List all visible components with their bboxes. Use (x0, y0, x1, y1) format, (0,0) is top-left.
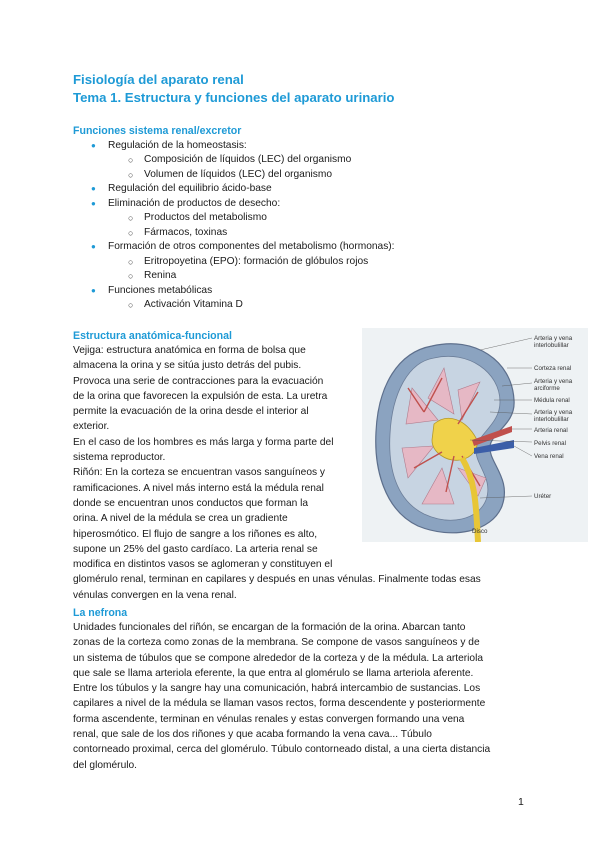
document-title: Fisiología del aparato renal (73, 72, 244, 87)
text-line: zonas de la corteza como zonas de la membrana. Se compone de vasos sanguíneos y de (73, 637, 480, 649)
label-arteria-vena-interlobulillar: Arteria y vena (534, 335, 573, 342)
text-line: Provoca una serie de contracciones para la evacuación (73, 375, 324, 387)
text-line: donde se encuentran unos conductos que forman la (73, 497, 309, 509)
list-item: Eliminación de productos de desecho: (108, 198, 281, 209)
kidney-illustration (362, 328, 588, 542)
text-line: vénulas convergen en la vena renal. (73, 589, 237, 601)
label-arteria-renal: Arteria renal (534, 427, 568, 434)
circle-bullet-icon: ○ (128, 257, 134, 267)
text-line: exterior. (73, 421, 110, 433)
text-line: de la orina que favorecen la expulsión de esta. La uretra (73, 390, 328, 402)
circle-bullet-icon: ○ (128, 300, 134, 310)
list-item: Activación Vitamina D (144, 299, 243, 310)
text-line: permite la evacuación de la orina desde el interior al (73, 406, 309, 418)
label-interlobulillar: interlobulillar (534, 342, 569, 349)
label-interlobulillar-2: interlobulillar (534, 416, 569, 423)
bullet-icon: ● (91, 141, 96, 150)
text-line: Unidades funcionales del riñón, se encargan de la formación de la orina. Abarcan tanto (73, 622, 466, 633)
text-line: Vejiga: estructura anatómica en forma de bolsa que (73, 345, 306, 356)
list-item: Regulación del equilibrio ácido-base (108, 183, 272, 194)
text-line: supone un 25% del gasto cardíaco. La arteria renal se (73, 543, 318, 555)
text-line: glomérulo renal, terminan en capilares y después en unas vénulas. Finalmente todas esas (73, 574, 481, 586)
text-line: renal, que sale de los dos riñones y que acaba formando la vena cava... Túbulo (73, 729, 432, 741)
text-line: ramificaciones. A nivel más interno está la médula renal (73, 482, 324, 494)
bullet-icon: ● (91, 184, 96, 193)
label-pelvis-renal: Pelvis renal (534, 440, 566, 447)
page-number: 1 (518, 796, 524, 808)
text-line: Entre los túbulos y la sangre hay una comunicación, habrá intercambio de sustancias. Los (73, 683, 481, 695)
text-line: modifica en distintos vasos se aglomeran y constituyen el (73, 559, 333, 571)
label-arciforme: arciforme (534, 385, 560, 392)
list-item: Renina (144, 270, 177, 281)
text-line: sistema reproductor. (73, 452, 166, 464)
list-item: Fármacos, toxinas (144, 227, 228, 238)
text-line: del glomérulo. (73, 759, 137, 771)
list-item: Eritropoyetina (EPO): formación de glóbulos rojos (144, 256, 369, 267)
list-item: Composición de líquidos (LEC) del organismo (144, 154, 352, 165)
circle-bullet-icon: ○ (128, 271, 134, 281)
text-line: Riñón: En la corteza se encuentran vasos sanguíneos y (73, 467, 326, 479)
text-line: hiperosmótico. El flujo de sangre a los riñones es alto, (73, 528, 318, 540)
label-arteria-vena-2: Arteria y vena (534, 409, 573, 416)
bullet-icon: ● (91, 286, 96, 295)
list-item: Formación de otros componentes del metabolismo (hormonas): (108, 241, 395, 252)
label-medula-renal: Médula renal (534, 397, 570, 404)
text-line: capilares a nivel de la médula se llaman vasos rectos, forma descendente y posteriormente (73, 698, 486, 710)
label-ureter: Uréter (534, 493, 552, 500)
text-line: un sistema de túbulos que se compone alrededor de la corteza y de la médula. La arteriola (73, 652, 484, 664)
label-disco: Disco (472, 528, 488, 535)
circle-bullet-icon: ○ (128, 213, 134, 223)
bullet-icon: ● (91, 199, 96, 208)
text-line: forma ascendente, terminan en vénulas renales y estas convergen formando una vena (73, 713, 465, 725)
text-line: contorneado proximal, cerca del glomérulo. Túbulo contorneado distal, a una cierta distancia (73, 744, 491, 756)
label-arteria-vena: Arteria y vena (534, 378, 573, 385)
text-line: En el caso de los hombres es más larga y forma parte del (73, 436, 334, 448)
circle-bullet-icon: ○ (128, 228, 134, 238)
bullet-icon: ● (91, 242, 96, 251)
section-heading-nefrona: La nefrona (73, 607, 128, 619)
list-item: Funciones metabólicas (108, 285, 213, 296)
text-line: almacena la orina y se sitúa justo detrás del pubis. (73, 360, 302, 372)
list-item: Productos del metabolismo (144, 212, 267, 223)
list-item: Regulación de la homeostasis: (108, 140, 247, 151)
list-item: Volumen de líquidos (LEC) del organismo (144, 169, 333, 180)
circle-bullet-icon: ○ (128, 155, 134, 165)
label-vena-renal: Vena renal (534, 453, 564, 460)
text-line: orina. A nivel de la médula se crea un gradiente (73, 513, 288, 525)
paragraph-nefrona (73, 620, 490, 773)
section-heading-funciones: Funciones sistema renal/excretor (73, 125, 242, 137)
text-line: que sale se llama arteriola eferente, la que entra al glomérulo se llama arteriola aferente. (73, 667, 474, 679)
document-subtitle: Tema 1. Estructura y funciones del aparato urinario (73, 90, 395, 105)
section-heading-estructura: Estructura anatómica-funcional (73, 330, 232, 342)
label-corteza-renal: Corteza renal (534, 365, 572, 372)
circle-bullet-icon: ○ (128, 170, 134, 180)
